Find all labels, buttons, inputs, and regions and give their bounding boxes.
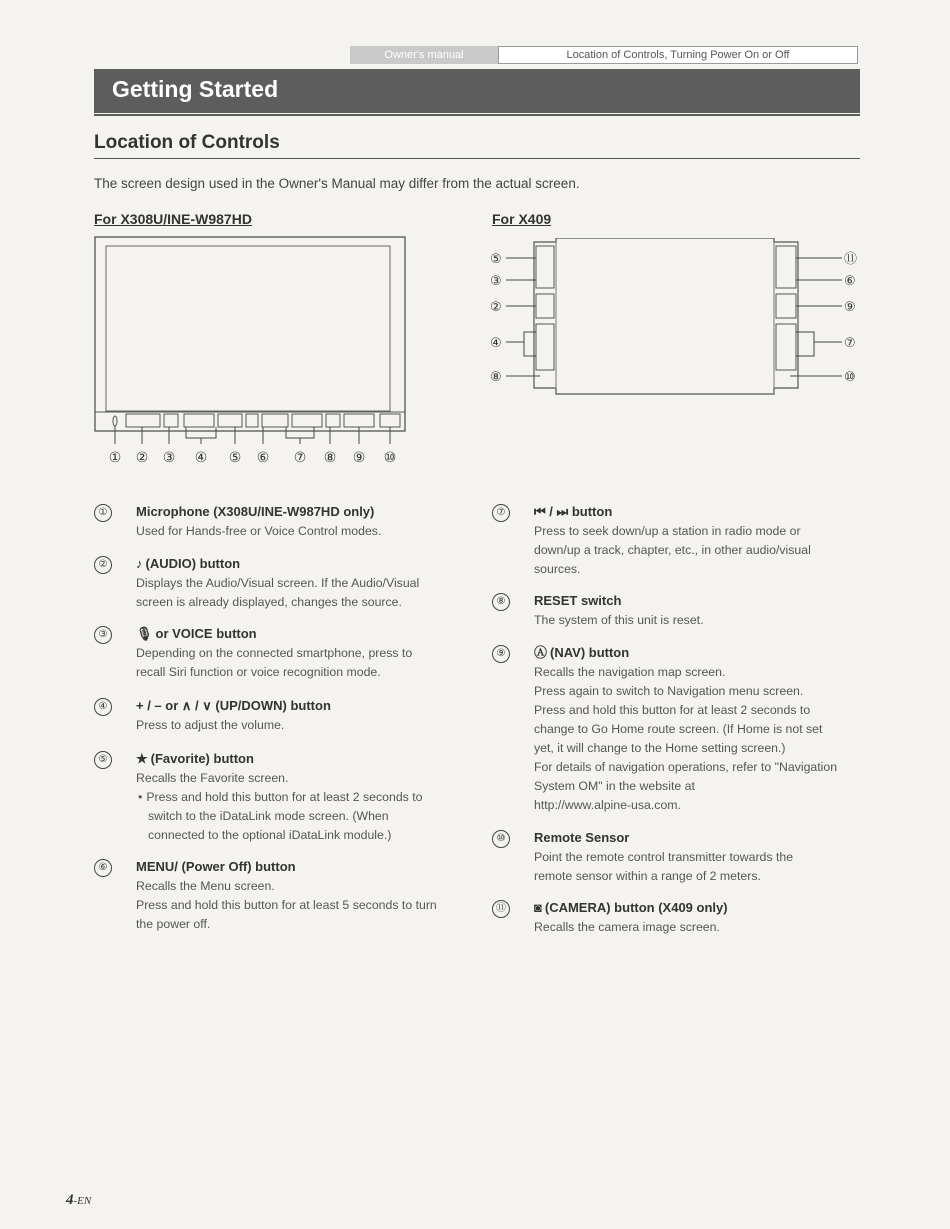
intro-text: The screen design used in the Owner's Manual may differ from the actual screen. [94,176,580,191]
item-title: (CAMERA) button (X409 only) [544,900,728,915]
item-title: MENU/ (Power Off) button [136,859,296,874]
microphone-icon: 🎙 [136,626,153,641]
banner-rule [94,114,860,116]
item-number: ⑦ [492,504,510,522]
item-title: (AUDIO) button [145,556,241,571]
device-frame [534,238,798,394]
callout-leaders [115,426,390,444]
item-title: + / – or ∧ / ∨ (UP/DOWN) button [136,698,331,713]
item-number: ⑥ [94,859,112,877]
item-title: ⏮ / ⏭ button [534,504,613,519]
item-title: (Favorite) button [150,751,254,766]
item-description: Displays the Audio/Visual screen. If the Audio/Visual screen is already displayed, changes the source. [136,576,420,609]
device-frame [95,237,405,431]
callout-5: ⑤ [228,450,242,466]
callout-r-10: ⑩ [844,370,856,385]
callout-r-11: ⑪ [844,252,858,267]
item-number: ④ [94,698,112,716]
callout-r-4: ④ [490,336,502,351]
star-icon: ★ [136,751,148,766]
callout-numbers [109,450,397,466]
item-description: Used for Hands-free or Voice Control modes. [136,524,382,538]
item-description: Press to seek down/up a station in radio mode or down/up a track, chapter, etc., in other audio/visual sources. [534,524,811,576]
header-tab-owners-manual: Owner's manual [350,46,498,64]
callout-8: ⑧ [323,450,337,466]
item-description: Point the remote control transmitter towards the remote sensor within a range of 2 meters. [534,850,794,883]
callout-9: ⑨ [352,450,366,466]
chapter-banner [94,69,860,113]
callout-r-5: ⑤ [490,252,502,267]
nav-icon: Ⓐ [534,645,548,660]
item-number: ⑩ [492,830,510,848]
device-screen [106,246,390,411]
callout-6: ⑥ [256,450,270,466]
item-title: Remote Sensor [534,830,630,845]
callout-r-8: ⑧ [490,370,502,385]
callout-1: ① [108,450,122,466]
callout-r-7: ⑦ [844,336,856,351]
callout-7: ⑦ [293,450,307,466]
button-strip [113,414,400,427]
device-diagram-x308u [94,236,414,470]
callout-2: ② [135,450,149,466]
item-description: Recalls the Menu screen. Press and hold this button for at least 5 seconds to turn the power off. [136,879,437,931]
item-description: Recalls the Favorite screen. • Press and hold this button for at least 2 seconds to switch to the iDataLink mode screen. (When connected to the optional iDataLink module.) [136,771,423,842]
chapter-title: Getting Started [112,76,279,102]
item-title: RESET switch [534,593,622,608]
item-description: Recalls the navigation map screen. Press again to switch to Navigation menu screen. Press and hold this button for at least 2 seconds to change to Go Home route screen. (If Home is not set yet, it will change to the Home setting screen.) For details of navigation operations, refer to "Navigation System OM" in the website at http://www.alpine-usa.com. [534,665,838,812]
item-number: ③ [94,626,112,644]
item-title: or VOICE button [155,626,257,641]
camera-icon: ◙ [534,900,542,915]
audio-icon: ♪ [136,556,143,571]
callout-10: ⑩ [383,450,397,466]
callout-r-9: ⑨ [844,300,856,315]
page-number: 4-EN [66,1192,92,1208]
item-number: ⑪ [492,900,510,918]
model-label-left: For X308U/INE-W987HD [94,211,252,227]
item-description: Press to adjust the volume. [136,718,285,732]
item-title: Microphone (X308U/INE-W987HD only) [136,504,375,519]
side-buttons [536,246,796,370]
callout-r-3: ③ [490,274,502,289]
callout-r-2: ② [490,300,502,315]
item-description: Recalls the camera image screen. [534,920,720,934]
item-number: ⑤ [94,751,112,769]
section-rule [94,158,860,159]
item-number: ⑨ [492,645,510,663]
item-description: The system of this unit is reset. [534,613,704,627]
callout-3: ③ [162,450,176,466]
item-number: ① [94,504,112,522]
item-number: ② [94,556,112,574]
model-label-right: For X409 [492,211,552,227]
header-tab-section: Location of Controls, Turning Power On or Off [498,46,858,64]
item-number: ⑧ [492,593,510,611]
section-title: Location of Controls [94,132,280,153]
item-description: Depending on the connected smartphone, press to recall Siri function or voice recognition mode. [136,646,413,679]
item-title: (NAV) button [550,645,630,660]
device-diagram-x409 [490,238,870,398]
callout-r-6: ⑥ [844,274,856,289]
callout-4: ④ [194,450,208,466]
